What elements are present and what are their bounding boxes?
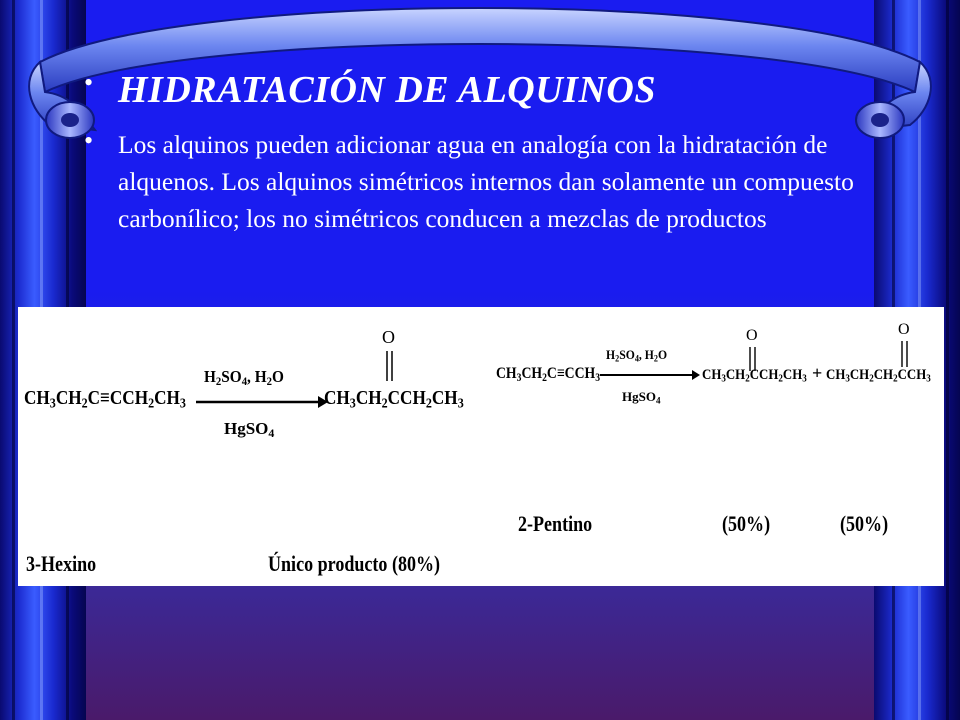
slide-title: HIDRATACIÓN DE ALQUINOS [118,69,656,111]
body-text: Los alquinos pueden adicionar agua en analogía con la hidratación de alquenos. Los alquinos simétricos internos dan solamente un compuesto carbonílico; los no simétricos conducen a mezclas de productos [118,130,854,233]
reaction1-reagent-top: $H_2SO_4$, $H_2O$ [204,367,284,388]
reaction2-product2-yield: (50%) [840,511,889,536]
reaction2-product2-oxygen: O [898,321,910,338]
reaction1-reagent-bottom: HgSO$_4$ [224,419,275,440]
reaction-image [18,307,944,586]
body-bullet: • [84,126,94,155]
reaction1-reactant-name: 3-Hexino [26,551,97,576]
reaction2-product2: $CH_3CH_2CH_2CCH_3$ [826,367,931,385]
reaction2-product1: $CH_3CH_2CCH_2CH_3$ [702,367,807,385]
reaction1-product-oxygen: O [382,327,395,347]
reaction1-product: $CH_3CH_2CCH_2CH_3$ [324,387,464,412]
reaction2-product1-yield: (50%) [722,511,771,536]
reaction1-product-name: Único producto (80%) [268,551,441,576]
reaction2-reactant: $CH_3CH_2C\equiv CCH_3$ [496,365,601,384]
reaction2-reactant-name: 2-Pentino [518,511,593,536]
title-bullet: • [84,68,94,97]
reaction1-arrow [196,395,328,409]
reaction2-reagent-top: $H_2SO_4$, $H_2O$ [606,347,668,364]
reaction2-reagent-bottom: HgSO$_4$ [622,389,661,406]
reaction2-product1-oxygen: O [746,327,758,344]
reaction1-carbonyl-bond [384,351,396,381]
reaction2-plus: + [812,363,823,383]
reaction1-reactant: $CH_3CH_2C\equiv CCH_2CH_3$ [24,387,186,412]
reaction2-product2-carbonyl-bond [900,341,910,367]
reaction2-arrow [600,369,700,381]
